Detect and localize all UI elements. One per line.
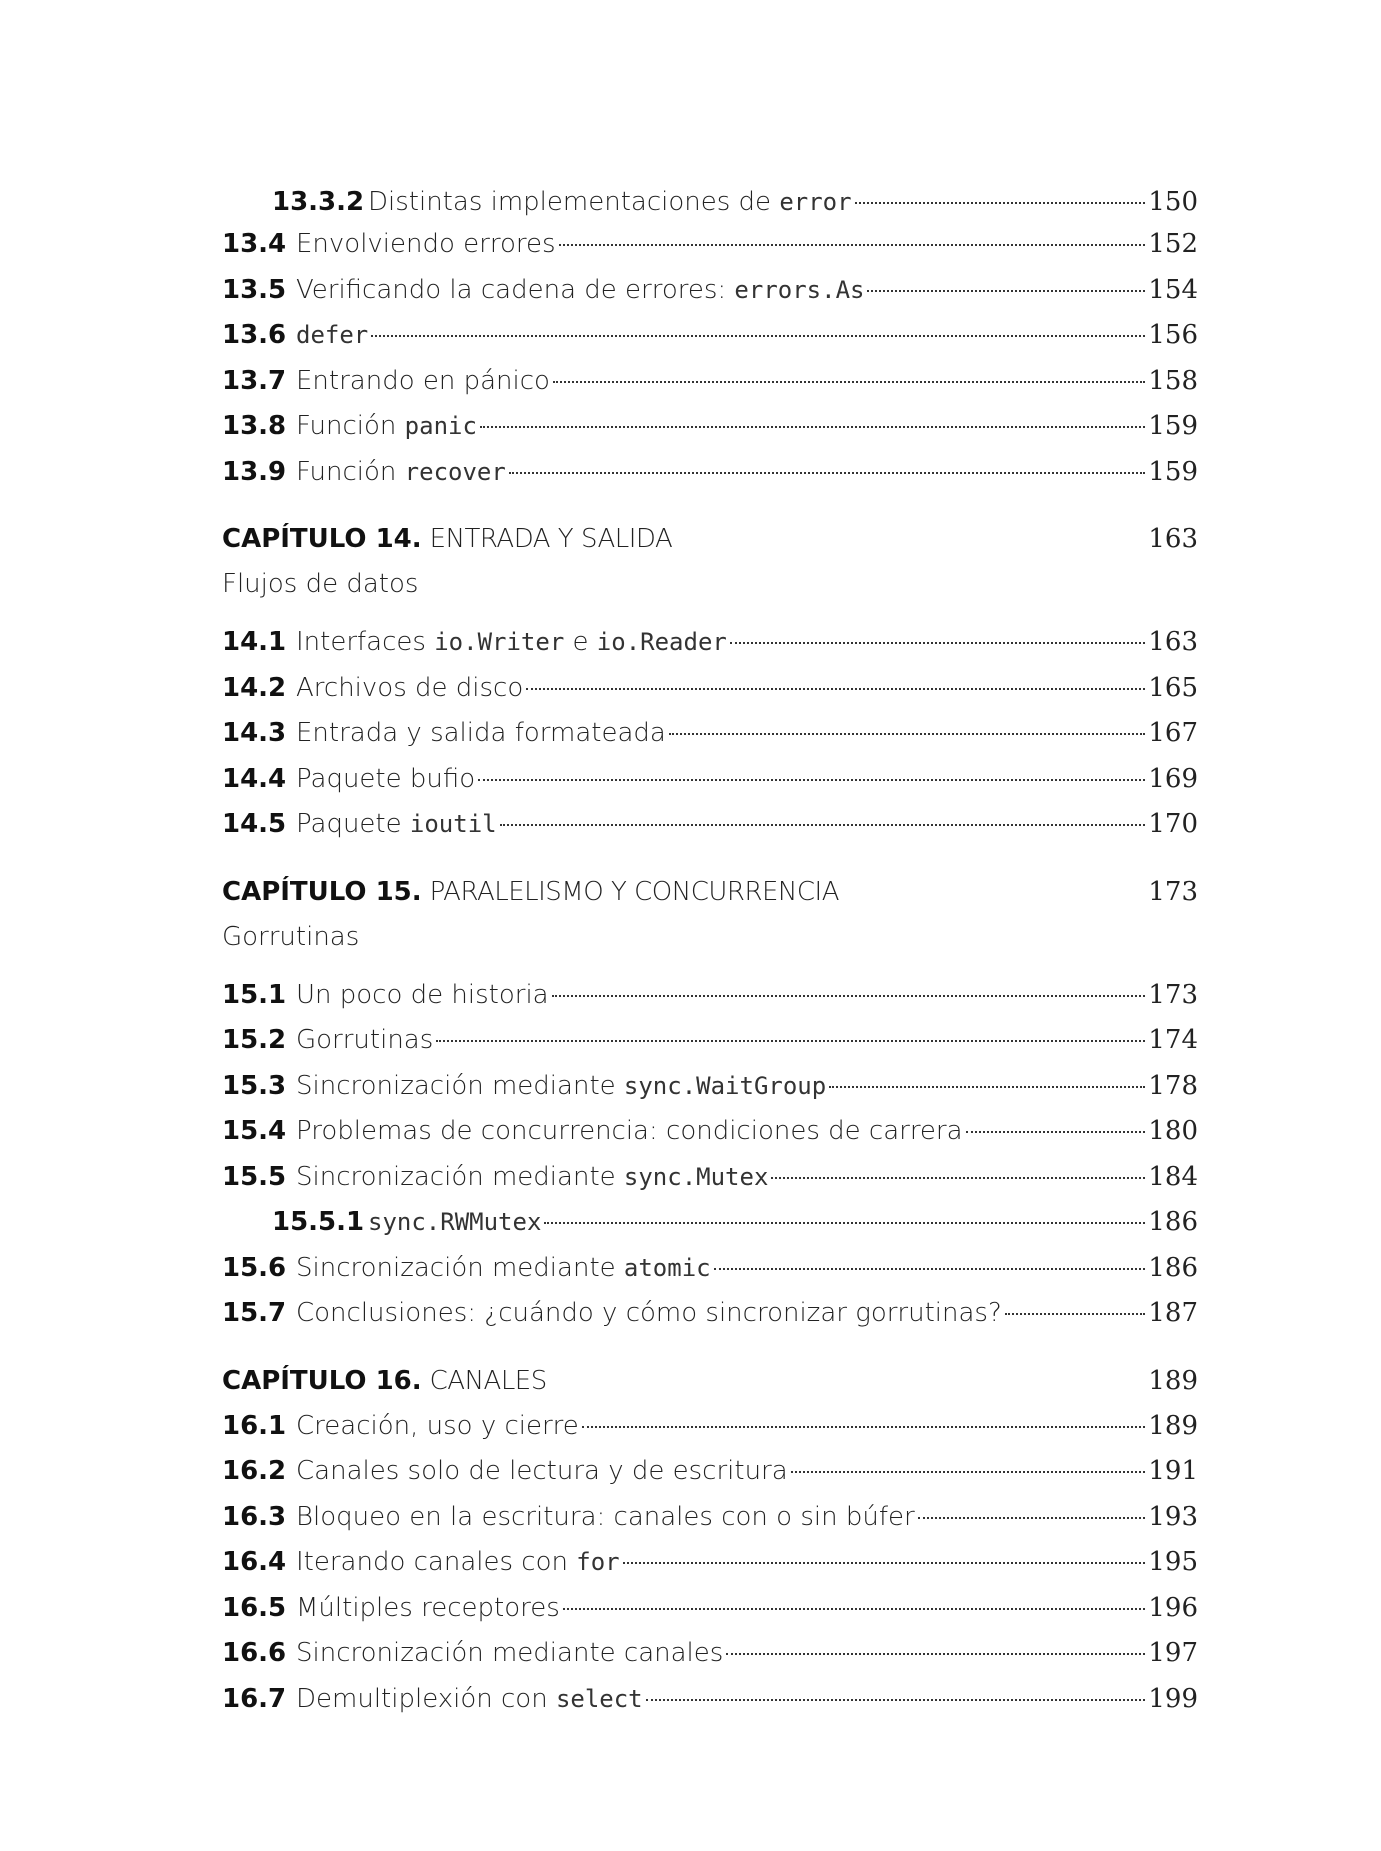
section-title bbox=[296, 1588, 560, 1628]
code-text: sync.RWMutex bbox=[368, 1208, 542, 1236]
text-span: e bbox=[564, 627, 597, 657]
code-text: sync.Mutex bbox=[623, 1162, 769, 1191]
text-span: Paquete bbox=[296, 809, 410, 839]
section-number: 13.9 bbox=[222, 456, 287, 487]
page-number: 184 bbox=[1148, 1161, 1198, 1192]
section-title bbox=[296, 1111, 963, 1151]
toc-entry bbox=[222, 1293, 1198, 1333]
dot-leader bbox=[553, 381, 1145, 383]
dot-leader bbox=[623, 1562, 1146, 1564]
dot-leader bbox=[726, 1653, 1145, 1655]
code-text: io.Writer bbox=[434, 628, 565, 656]
toc-entry bbox=[222, 452, 1198, 492]
dot-leader bbox=[436, 1040, 1145, 1042]
chapter-heading bbox=[222, 1359, 1198, 1403]
section-title bbox=[296, 452, 506, 492]
section-number: 15.2 bbox=[222, 1025, 287, 1055]
page-number: 178 bbox=[1148, 1070, 1198, 1101]
page-number: 150 bbox=[1148, 187, 1198, 217]
toc-entry bbox=[222, 713, 1198, 753]
page-number: 169 bbox=[1148, 763, 1198, 794]
dot-leader bbox=[500, 824, 1146, 826]
toc-entry bbox=[222, 1157, 1198, 1197]
code-text: io.Reader bbox=[596, 628, 727, 656]
page-number: 154 bbox=[1148, 274, 1198, 305]
code-text: errors.As bbox=[734, 275, 865, 304]
page-number: 163 bbox=[1148, 524, 1198, 554]
text-span: Función bbox=[296, 411, 405, 441]
section-title bbox=[296, 668, 523, 708]
text-span: Múltiples receptores bbox=[296, 1592, 560, 1623]
page-number: 189 bbox=[1148, 1410, 1198, 1441]
section-title bbox=[296, 622, 727, 662]
section-number: 15.5 bbox=[222, 1161, 287, 1192]
page-number: 187 bbox=[1148, 1298, 1198, 1328]
text-span: Interfaces bbox=[296, 627, 435, 657]
section-number: 13.8 bbox=[222, 411, 287, 441]
chapter-title: CANALES bbox=[429, 1365, 547, 1396]
section-number: 16.1 bbox=[222, 1410, 287, 1441]
dot-leader bbox=[371, 335, 1145, 337]
section-number: 14.3 bbox=[222, 718, 287, 748]
section-number: 14.5 bbox=[222, 809, 287, 839]
page-number: 189 bbox=[1148, 1365, 1198, 1396]
text-span: Sincronización mediante bbox=[296, 1252, 624, 1283]
page-number: 156 bbox=[1148, 320, 1198, 350]
dot-leader bbox=[867, 290, 1145, 292]
section-title bbox=[296, 224, 556, 264]
section-number: 13.5 bbox=[222, 274, 287, 305]
page-number: 186 bbox=[1148, 1207, 1198, 1237]
toc-entry bbox=[222, 804, 1198, 844]
section-number: 14.1 bbox=[222, 627, 287, 657]
toc-subentry bbox=[272, 182, 1198, 222]
section-title bbox=[296, 1020, 433, 1060]
page-number: 163 bbox=[1148, 627, 1198, 657]
section-number: 15.3 bbox=[222, 1070, 287, 1101]
dot-leader bbox=[966, 1131, 1146, 1133]
section-title bbox=[296, 1679, 643, 1719]
section-title bbox=[368, 1202, 541, 1242]
chapter-heading bbox=[222, 870, 1198, 914]
text-span: Bloqueo en la escritura: canales con o sin búfer bbox=[296, 1501, 915, 1532]
section-title bbox=[296, 1542, 620, 1582]
section-number: 15.1 bbox=[222, 979, 287, 1010]
section-number: 16.6 bbox=[222, 1638, 287, 1668]
section-number: 16.2 bbox=[222, 1456, 287, 1486]
dot-leader bbox=[478, 779, 1145, 781]
section-title bbox=[368, 182, 852, 222]
dot-leader bbox=[582, 1426, 1146, 1428]
page-number: 174 bbox=[1148, 1025, 1198, 1055]
page-number: 196 bbox=[1148, 1592, 1198, 1623]
section-title bbox=[296, 1157, 768, 1197]
text-span: Archivos de disco bbox=[296, 672, 524, 703]
section-number: 16.7 bbox=[222, 1683, 287, 1714]
page-number: 186 bbox=[1148, 1252, 1198, 1283]
toc-entry bbox=[222, 1111, 1198, 1151]
text-span: Verificando la cadena de errores: bbox=[296, 274, 735, 305]
code-text: for bbox=[576, 1548, 620, 1576]
code-text: ioutil bbox=[409, 810, 497, 838]
text-span: Conclusiones: ¿cuándo y cómo sincronizar gorrutinas? bbox=[296, 1298, 1002, 1328]
chapter-subtitle: Flujos de datos bbox=[222, 569, 419, 599]
toc-entry bbox=[222, 1451, 1198, 1491]
toc-entry bbox=[222, 406, 1198, 446]
section-number: 13.7 bbox=[222, 365, 287, 396]
section-title bbox=[296, 1633, 723, 1673]
toc-entry bbox=[222, 668, 1198, 708]
page-number: 173 bbox=[1148, 979, 1198, 1010]
text-span: Sincronización mediante bbox=[296, 1161, 624, 1192]
toc-entry bbox=[222, 224, 1198, 264]
dot-leader bbox=[918, 1517, 1146, 1519]
dot-leader bbox=[552, 995, 1146, 997]
dot-leader bbox=[669, 733, 1146, 735]
page-number: 173 bbox=[1148, 876, 1198, 907]
toc-entry bbox=[222, 1406, 1198, 1446]
toc-entry bbox=[222, 622, 1198, 662]
page-number: 159 bbox=[1148, 411, 1198, 441]
dot-leader bbox=[563, 1608, 1146, 1610]
toc-entry bbox=[222, 975, 1198, 1015]
dot-leader bbox=[559, 244, 1146, 246]
section-title bbox=[296, 1248, 711, 1288]
section-title bbox=[296, 361, 550, 401]
code-text: select bbox=[555, 1684, 643, 1713]
toc-entry bbox=[222, 270, 1198, 310]
toc-entry bbox=[222, 1542, 1198, 1582]
dot-leader bbox=[791, 1471, 1146, 1473]
page-number: 158 bbox=[1148, 365, 1198, 396]
section-number: 14.2 bbox=[222, 672, 287, 703]
section-number: 15.5.1 bbox=[272, 1207, 365, 1237]
page-number: 180 bbox=[1148, 1116, 1198, 1146]
code-text: error bbox=[779, 188, 852, 216]
dot-leader bbox=[480, 426, 1145, 428]
text-span: Un poco de historia bbox=[296, 979, 549, 1010]
section-title bbox=[296, 1293, 1002, 1333]
chapter-title: ENTRADA Y SALIDA bbox=[429, 524, 673, 554]
page-number: 195 bbox=[1148, 1547, 1198, 1577]
section-title bbox=[296, 804, 497, 844]
dot-leader bbox=[509, 472, 1146, 474]
dot-leader bbox=[714, 1268, 1146, 1270]
section-number: 15.7 bbox=[222, 1298, 287, 1328]
section-title bbox=[296, 406, 477, 446]
dot-leader bbox=[855, 202, 1146, 204]
code-text: atomic bbox=[623, 1253, 711, 1282]
section-title bbox=[296, 1406, 579, 1446]
toc-entry bbox=[222, 1679, 1198, 1719]
text-span: Entrada y salida formateada bbox=[296, 718, 666, 748]
text-span: Problemas de concurrencia: condiciones de carrera bbox=[296, 1116, 963, 1146]
dot-leader bbox=[1005, 1313, 1146, 1315]
section-number: 13.6 bbox=[222, 320, 287, 350]
text-span: Entrando en pánico bbox=[296, 365, 550, 396]
section-title bbox=[296, 713, 666, 753]
dot-leader bbox=[526, 688, 1145, 690]
section-number: 13.4 bbox=[222, 229, 287, 259]
chapter-label: CAPÍTULO 16. bbox=[222, 1365, 422, 1396]
text-span: Sincronización mediante canales bbox=[296, 1638, 724, 1668]
section-number: 13.3.2 bbox=[272, 187, 365, 217]
section-number: 16.3 bbox=[222, 1501, 287, 1532]
text-span: Iterando canales con bbox=[296, 1547, 577, 1577]
section-number: 16.4 bbox=[222, 1547, 287, 1577]
toc-entry bbox=[222, 315, 1198, 355]
section-title bbox=[296, 270, 864, 310]
section-number: 15.4 bbox=[222, 1116, 287, 1146]
text-span: Creación, uso y cierre bbox=[296, 1410, 579, 1441]
dot-leader bbox=[771, 1177, 1145, 1179]
text-span: Paquete bufio bbox=[296, 763, 476, 794]
toc-entry bbox=[222, 1066, 1198, 1106]
code-text: recover bbox=[404, 457, 506, 486]
page-number: 191 bbox=[1148, 1456, 1198, 1486]
page-number: 193 bbox=[1148, 1501, 1198, 1532]
code-text: sync.WaitGroup bbox=[623, 1071, 827, 1100]
section-number: 16.5 bbox=[222, 1592, 287, 1623]
page-number: 199 bbox=[1148, 1683, 1198, 1714]
text-span: Canales solo de lectura y de escritura bbox=[296, 1456, 788, 1486]
dot-leader bbox=[829, 1086, 1145, 1088]
text-span: Distintas implementaciones de bbox=[368, 187, 780, 217]
text-span: Función bbox=[296, 456, 405, 487]
toc-subentry bbox=[272, 1202, 1198, 1242]
section-number: 14.4 bbox=[222, 763, 287, 794]
page-number: 197 bbox=[1148, 1638, 1198, 1668]
code-text: defer bbox=[296, 321, 369, 349]
code-text: panic bbox=[404, 412, 477, 440]
section-title bbox=[296, 1066, 826, 1106]
section-title bbox=[296, 975, 549, 1015]
text-span: Sincronización mediante bbox=[296, 1070, 624, 1101]
dot-leader bbox=[544, 1222, 1145, 1224]
section-number: 15.6 bbox=[222, 1252, 287, 1283]
dot-leader bbox=[646, 1699, 1146, 1701]
section-title bbox=[296, 315, 368, 355]
toc-entry bbox=[222, 759, 1198, 799]
toc-entry bbox=[222, 1248, 1198, 1288]
chapter-title: PARALELISMO Y CONCURRENCIA bbox=[429, 876, 839, 907]
toc-entry bbox=[222, 1497, 1198, 1537]
page-number: 167 bbox=[1148, 718, 1198, 748]
text-span: Demultiplexión con bbox=[296, 1683, 556, 1714]
section-title bbox=[296, 1451, 788, 1491]
toc-entry bbox=[222, 1020, 1198, 1060]
page-number: 152 bbox=[1148, 229, 1198, 259]
section-title bbox=[296, 759, 475, 799]
text-span: Envolviendo errores bbox=[296, 229, 556, 259]
page-number: 170 bbox=[1148, 809, 1198, 839]
chapter-label: CAPÍTULO 14. bbox=[222, 524, 422, 554]
toc-entry bbox=[222, 1588, 1198, 1628]
chapter-label: CAPÍTULO 15. bbox=[222, 876, 422, 907]
toc-entry bbox=[222, 361, 1198, 401]
page-number: 165 bbox=[1148, 672, 1198, 703]
toc-entry bbox=[222, 1633, 1198, 1673]
text-span: Gorrutinas bbox=[296, 1025, 434, 1055]
dot-leader bbox=[730, 642, 1146, 644]
section-title bbox=[296, 1497, 915, 1537]
chapter-subtitle: Gorrutinas bbox=[222, 921, 360, 952]
chapter-heading bbox=[222, 517, 1198, 561]
page-number: 159 bbox=[1148, 456, 1198, 487]
